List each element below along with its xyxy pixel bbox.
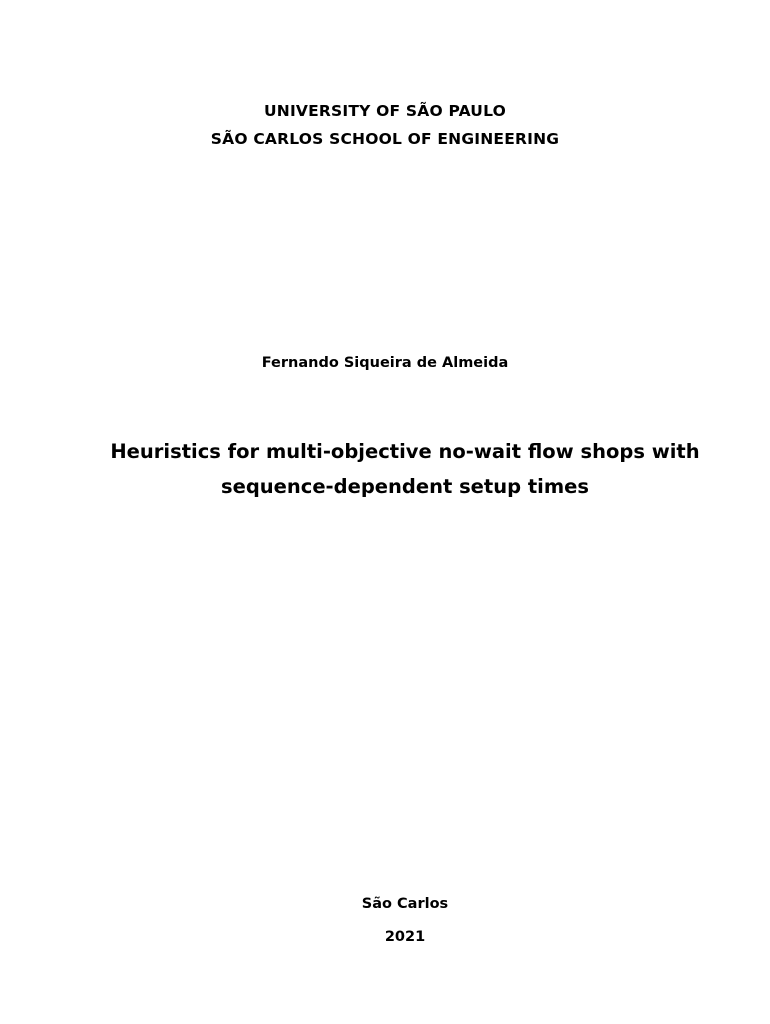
university-name: UNIVERSITY OF SÃO PAULO [263, 102, 506, 120]
author-name: Fernando Siqueira de Almeida [261, 355, 509, 371]
school-name: SÃO CARLOS SCHOOL OF ENGINEERING [210, 130, 560, 148]
publication-place: São Carlos [361, 896, 449, 912]
publication-year: 2021 [384, 929, 426, 945]
thesis-title-line-1: Heuristics for multi-objective no-wait flow shops with [110, 440, 700, 463]
thesis-title-line-2: sequence-dependent setup times [220, 475, 590, 498]
